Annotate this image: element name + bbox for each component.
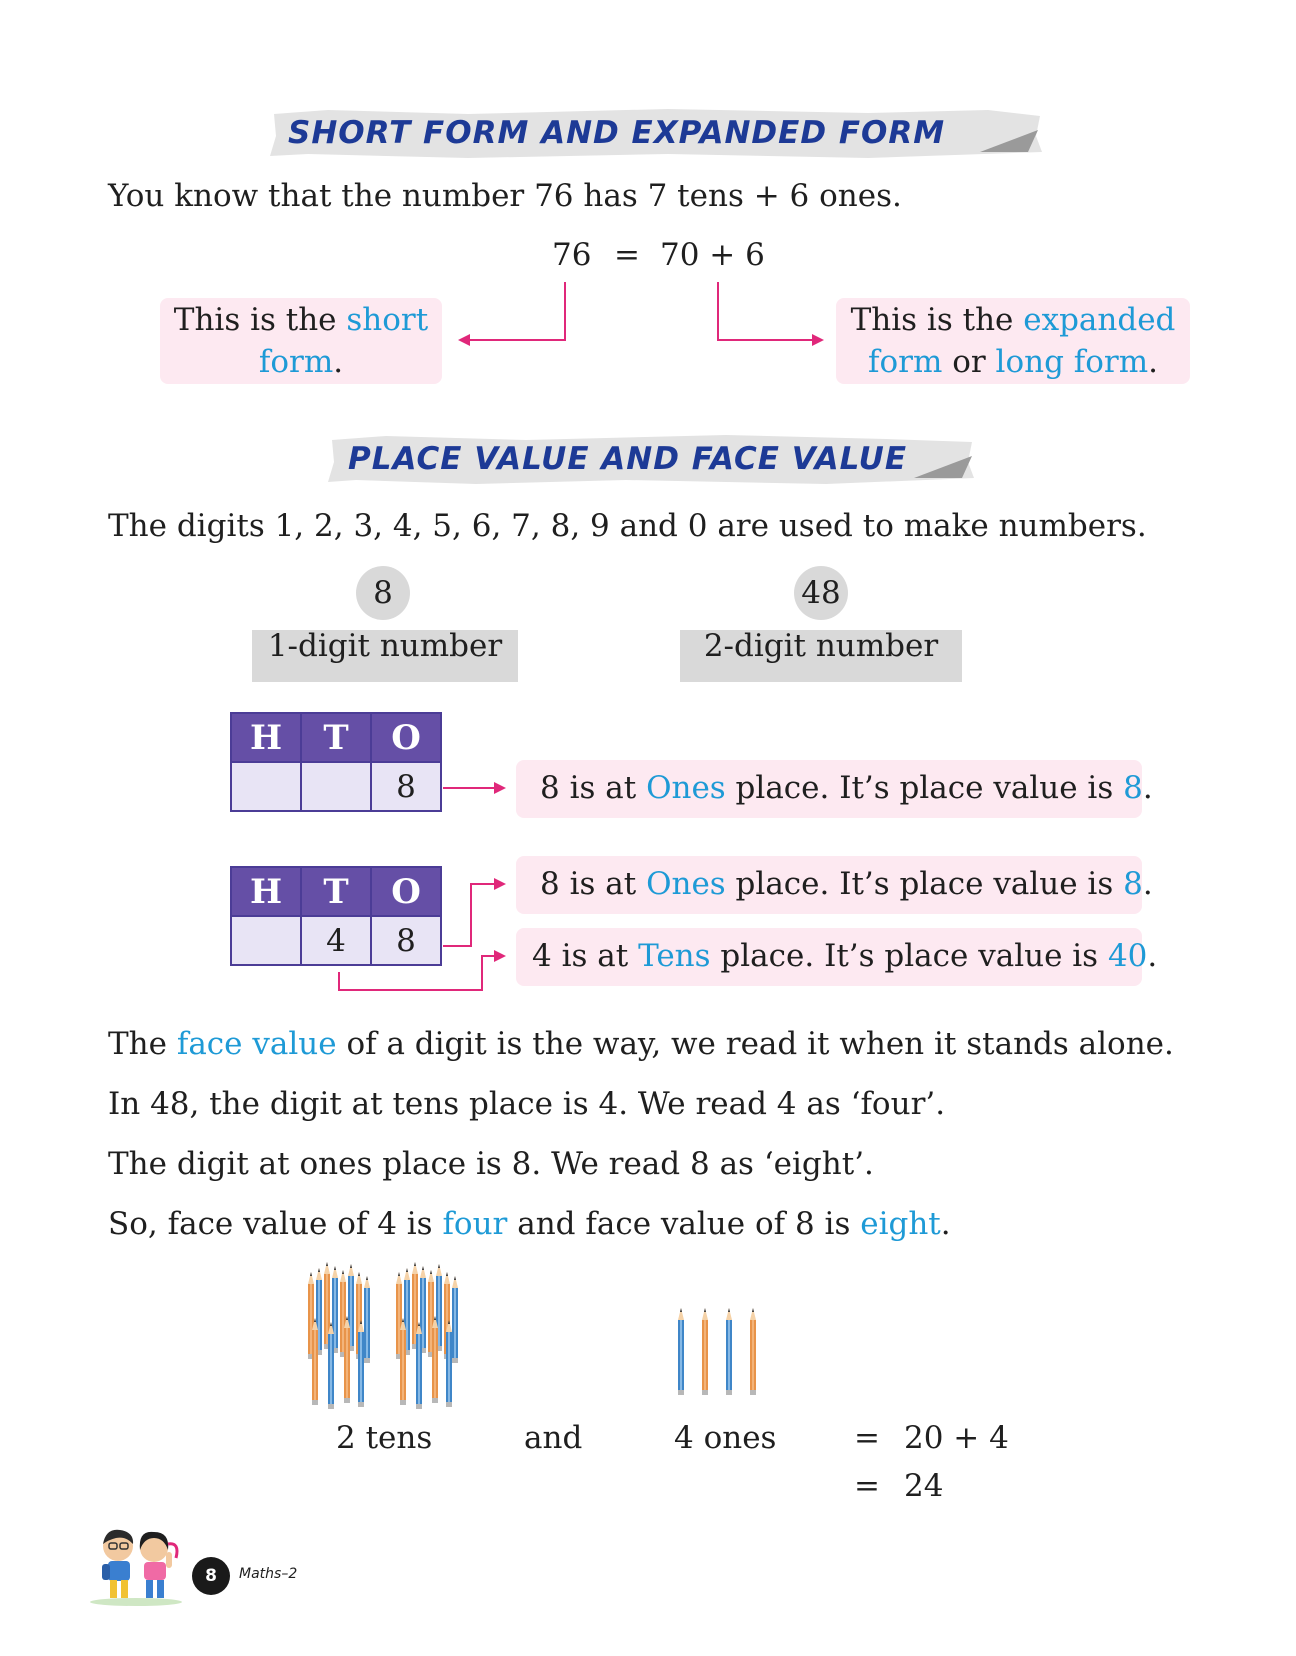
and-label: and [524,1420,583,1456]
ones-pencils [678,1308,756,1395]
result-equals-1: = [854,1420,880,1456]
result-total: 24 [904,1468,944,1504]
short-form-line2: form. [258,344,344,380]
pencil-illustration [0,1260,1296,1420]
short-form-line1: This is the short [173,302,429,338]
section-title: SHORT FORM AND EXPANDED FORM [288,115,946,151]
equation-arrows [0,0,1296,420]
header-hundreds: H [231,867,301,916]
section-title: PLACE VALUE AND FACE VALUE [348,441,907,477]
book-title: Maths–2 [239,1566,298,1582]
label-bar-2-digit [680,630,962,682]
header-hundreds: H [231,713,301,762]
statement-text: 8 is at Ones place. It’s place value is 8. [540,770,1153,806]
equation-short: 76 [552,237,592,273]
ones-label: 4 ones [674,1420,777,1456]
cell-tens: 4 [301,916,371,965]
tens-bundle-1 [308,1262,370,1409]
result-equals-2: = [854,1468,880,1504]
equation-equals: = [614,237,640,273]
statement-text: 4 is at Tens place. It’s place value is 40. [532,938,1158,974]
face-value-line-1: The face value of a digit is the way, we read it when it stands alone. [108,1026,1174,1062]
expanded-form-line2: form or long form. [867,344,1158,380]
face-value-line-3: The digit at ones place is 8. We read 8 as ‘eight’. [108,1146,874,1182]
header-tens: T [301,713,371,762]
number-circle-8: 8 [356,566,410,620]
section-banner-place-face [326,434,980,484]
label-1-digit: 1-digit number [267,628,503,664]
label-2-digit: 2-digit number [703,628,939,664]
place-value-arrows [0,700,1296,1000]
cell-ones: 8 [371,762,441,811]
header-ones: O [371,713,441,762]
face-value-line-2: In 48, the digit at tens place is 4. We read 4 as ‘four’. [108,1086,946,1122]
tens-bundle-2 [396,1262,458,1409]
tens-label: 2 tens [336,1420,433,1456]
number-circle-48: 48 [794,566,848,620]
statement-text: 8 is at Ones place. It’s place value is 8. [540,866,1153,902]
header-ones: O [371,867,441,916]
kids-mascot-illustration [86,1524,186,1606]
page-number: 8 [192,1557,230,1595]
digits-intro-text: The digits 1, 2, 3, 4, 5, 6, 7, 8, 9 and 0 are used to make numbers. [108,508,1147,544]
equation-expanded: 70 + 6 [660,237,765,273]
expanded-form-line1: This is the expanded [850,302,1176,338]
cell-ones: 8 [371,916,441,965]
result-sum: 20 + 4 [904,1420,1009,1456]
face-value-line-4: So, face value of 4 is four and face value of 8 is eight. [108,1206,951,1242]
header-tens: T [301,867,371,916]
intro-text: You know that the number 76 has 7 tens + 6 ones. [108,178,902,214]
label-bar-1-digit [252,630,518,682]
